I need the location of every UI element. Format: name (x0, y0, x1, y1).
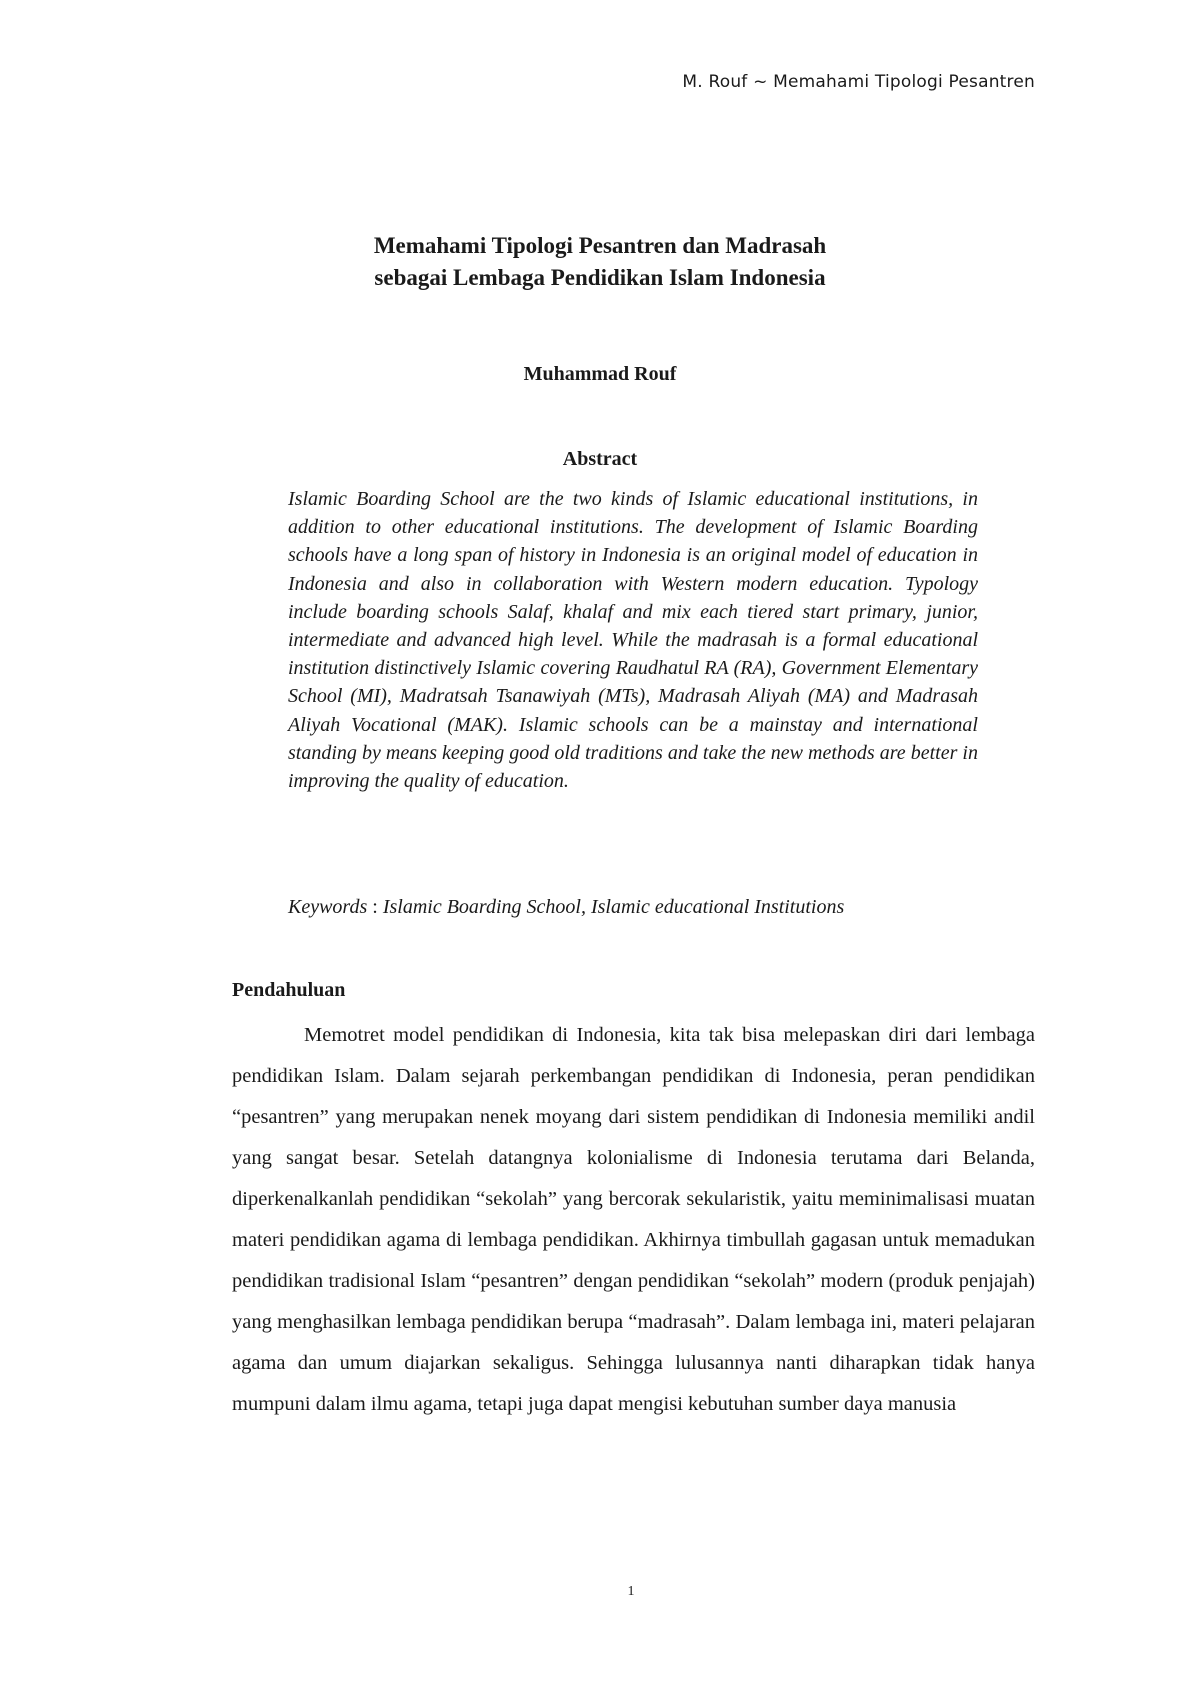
keywords-line (288, 893, 988, 921)
abstract-body: Islamic Boarding School are the two kinds of Islamic educational institutions, in addition to other educational institutions. The development of Islamic Boarding schools have a long span of history in Indonesia is an original model of education in Indonesia and also in collaboration with Western modern education. Typology include boarding schools Salaf, khalaf and mix each tiered start primary, junior, intermediate and advanced high level. While the madrasah is a formal educational institution distinctively Islamic covering Raudhatul RA (RA), Government Elementary School (MI), Madratsah Tsanawiyah (MTs), Madrasah Aliyah (MA) and Madrasah Aliyah Vocational (MAK). Islamic schools can be a mainstay and international standing by means keeping good old traditions and take the new methods are better in improving the quality of education. (288, 488, 978, 793)
keywords-label: Keywords (288, 896, 368, 918)
abstract-heading: Abstract (562, 448, 638, 470)
title-line-1: Memahami Tipologi Pesantren dan Madrasah (373, 233, 827, 258)
keywords-separator: : (367, 896, 383, 918)
keywords-value: Islamic Boarding School, Islamic educational Institutions (382, 896, 845, 918)
body-paragraph: Memotret model pendidikan di Indonesia, kita tak bisa melepaskan diri dari lembaga pendidikan Islam. Dalam sejarah perkembangan pendidikan di Indonesia, peran pendidikan “pesantren” yang merupakan nenek moyang dari sistem pendidikan di Indonesia memiliki andil yang sangat besar. Setelah datangnya kolonialisme di Indonesia terutama dari Belanda, diperkenalkanlah pendidikan “sekolah” yang bercorak sekularistik, yaitu meminimalisasi muatan materi pendidikan agama di lembaga pendidikan. Akhirnya timbullah gagasan untuk memadukan pendidikan tradisional Islam “pesantren” dengan pendidikan “sekolah” modern (produk penjajah) yang menghasilkan lembaga pendidikan berupa “madrasah”. Dalam lembaga ini, materi pelajaran agama dan umum diajarkan sekaligus. Sehingga lulusannya nanti diharapkan tidak hanya mumpuni dalam ilmu agama, tetapi juga dapat mengisi kebutuhan sumber daya manusia (232, 1024, 1035, 1415)
running-header: M. Rouf ~ Memahami Tipologi Pesantren (682, 72, 1035, 92)
page-number: 1 (627, 1584, 635, 1599)
author-name: Muhammad Rouf (523, 363, 677, 385)
paper-title (200, 230, 1000, 294)
section-heading: Pendahuluan (232, 979, 346, 1001)
title-line-2: sebagai Lembaga Pendidikan Islam Indonesia (374, 265, 826, 290)
